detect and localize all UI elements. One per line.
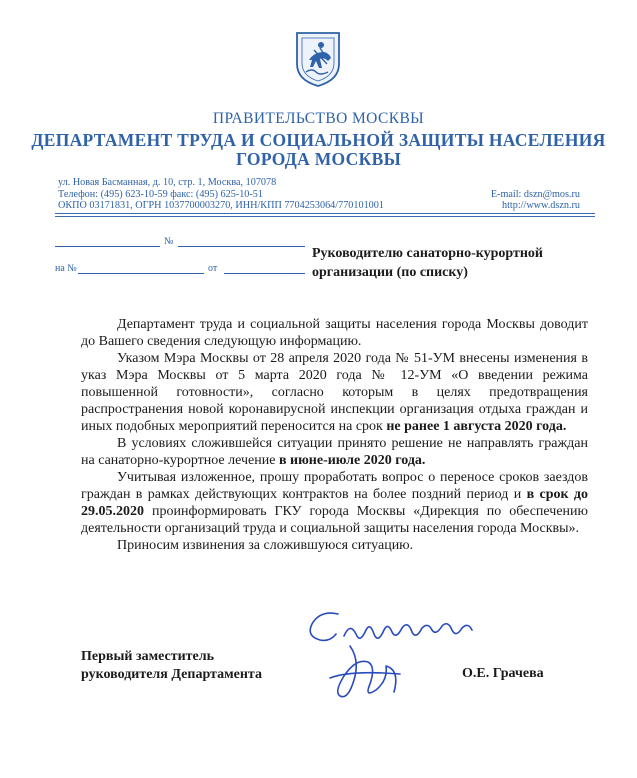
department-registry: ОКПО 03171831, ОГРН 1037700003270, ИНН/КПП 7704253064/770101001 [58, 200, 384, 211]
outgoing-number-label: № [164, 236, 174, 247]
department-name-line1: ДЕПАРТАМЕНТ ТРУДА И СОЦИАЛЬНОЙ ЗАЩИТЫ НАСЕЛЕНИЯ [31, 130, 606, 150]
outgoing-number-line [178, 246, 305, 247]
paragraph-apology: Приносим извинения за сложившуюся ситуацию. [117, 538, 414, 553]
paragraph-request: Учитывая изложенное, прошу проработать вопрос о переносе сроков заездов граждан в рамках действующих контрактов на более поздний период и в срок до 29.05.2020 проинформировать ГКУ города Москвы «Дирекция по обеспечению деятельности организаций труда и социальной защиты населения города Москвы». [81, 470, 588, 536]
signatory-title [81, 648, 262, 684]
reply-date-label: от [208, 263, 218, 274]
paragraph-decision-highlight: в июне-июле 2020 года. [278, 453, 426, 468]
department-website[interactable]: http://www.dszn.ru [501, 200, 580, 211]
outgoing-date-line [55, 246, 160, 247]
letter-body [81, 316, 588, 554]
signatory-title-line1: Первый заместитель [81, 649, 214, 664]
government-name: ПРАВИТЕЛЬСТВО МОСКВЫ [212, 110, 425, 127]
addressee [312, 244, 602, 282]
paragraph-decision: В условиях сложившейся ситуации принято решение не направлять граждан на санаторно-курортное лечение в июне-июле 2020 года. [81, 436, 588, 468]
paragraph-intro: Департамент труда и социальной защиты населения города Москвы доводит до Вашего сведения следующую информацию. [81, 317, 588, 349]
addressee-line2: организации (по списку) [312, 265, 468, 280]
signatory-title-line2: руководителя Департамента [81, 667, 262, 682]
header-divider-thin [55, 216, 595, 217]
reply-number-label: на № [55, 263, 77, 274]
reply-number-line [78, 273, 204, 274]
handwritten-signature [290, 600, 490, 715]
department-phone: Телефон: (495) 623-10-59 факс: (495) 625-10-51 [58, 189, 263, 200]
signatory-name: О.Е. Грачева [462, 666, 544, 681]
department-email[interactable]: E-mail: dszn@mos.ru [490, 189, 580, 200]
department-address: ул. Новая Басманная, д. 10, стр. 1, Москва, 107078 [58, 177, 277, 188]
department-name-line2: ГОРОДА МОСКВЫ [235, 149, 402, 169]
paragraph-decree: Указом Мэра Москвы от 28 апреля 2020 года № 51-УМ внесены изменения в указ Мэра Москвы от 5 марта 2020 года № 12-УМ «О введении режима повышенной готовности», согласно которым в целях предотвращения распространения новой коронавирусной инспекции организация отдыха граждан и иных подобных мероприятий переносится на срок не ранее 1 августа 2020 года. [81, 351, 588, 434]
header-divider [55, 213, 595, 214]
paragraph-decree-highlight: не ранее 1 августа 2020 года. [386, 419, 567, 434]
addressee-line1: Руководителю санаторно-курортной [312, 246, 543, 261]
paragraph-request-deadline: в срок до 29.05.2020 [81, 487, 588, 519]
reply-date-line [224, 273, 305, 274]
moscow-coat-of-arms-icon [294, 30, 342, 88]
